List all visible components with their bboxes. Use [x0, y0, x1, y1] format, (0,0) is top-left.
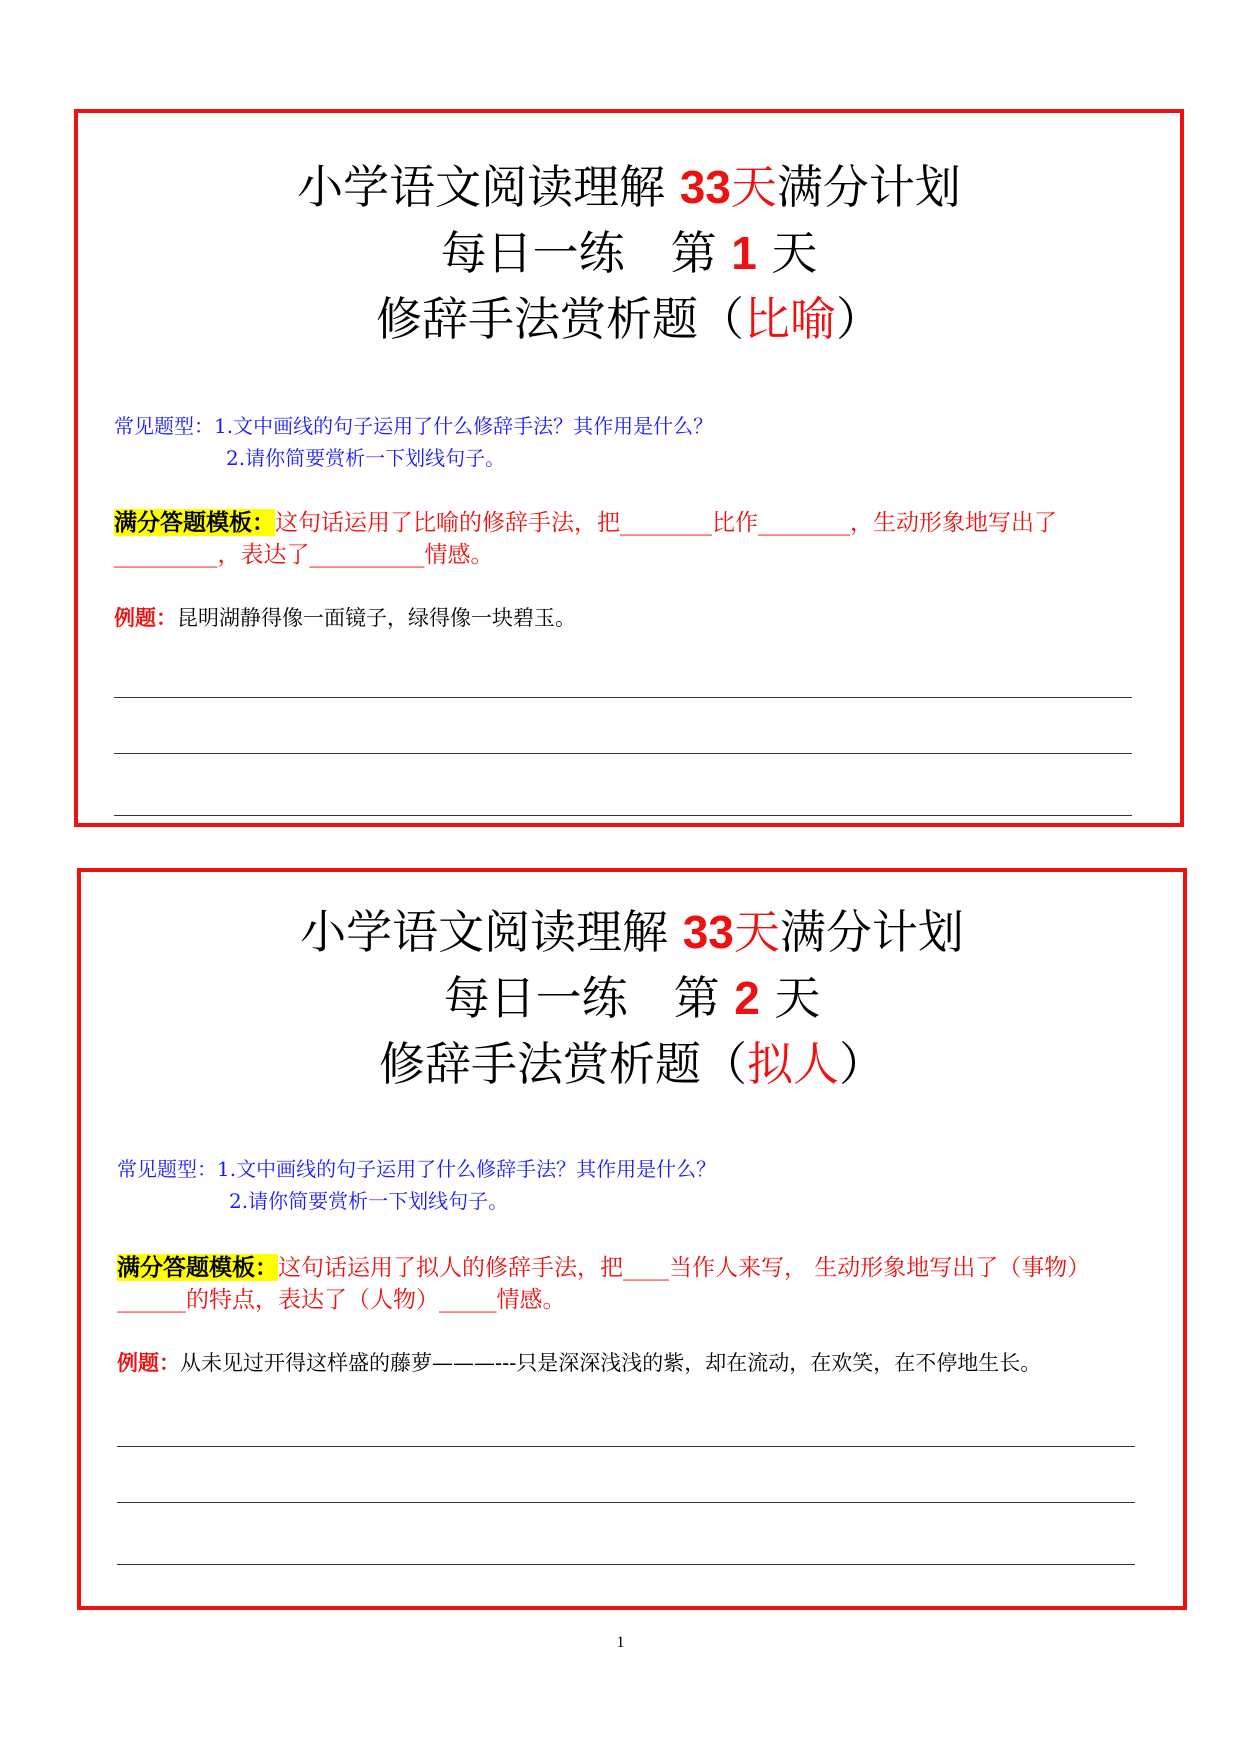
example-text: 昆明湖静得像一面镜子，绿得像一块碧玉。 [177, 606, 576, 630]
subtitle-prefix: 每日一练 第 [440, 226, 717, 280]
title-suffix: 满分计划 [776, 160, 961, 214]
template-text: 这句话运用了比喻的修辞手法，把________比作________，生动形象地写出了_________，表达了__________情感。 [114, 510, 1057, 568]
question-type-2: 2.请你简要赏析一下划线句子。 [229, 1189, 509, 1213]
subtitle-prefix: 每日一练 第 [443, 971, 720, 1025]
card-topic [78, 291, 1180, 347]
card-topic [81, 1036, 1183, 1092]
topic-suffix: ） [839, 1037, 885, 1091]
example-text: 从未见过开得这样盛的藤萝———---只是深深浅浅的紫，却在流动，在欢笑，在不停地生长。 [180, 1351, 1042, 1375]
answer-template [114, 507, 1128, 571]
title-main: 小学语文阅读理解 [300, 905, 669, 959]
title-main: 小学语文阅读理解 [297, 160, 666, 214]
topic-name: 比喻 [744, 292, 836, 346]
title-days-number: 33 [679, 161, 731, 213]
question-types-line-1 [117, 1154, 716, 1184]
subtitle-suffix: 天 [771, 226, 818, 280]
example-label: 例题： [117, 1350, 180, 1375]
topic-prefix: 修辞手法赏析题（ [379, 1037, 747, 1091]
question-types-label: 常见题型： [114, 414, 214, 438]
question-types-line-2 [114, 443, 505, 473]
title-days-number: 33 [682, 906, 734, 958]
question-type-2: 2.请你简要赏析一下划线句子。 [226, 446, 506, 470]
title-suffix: 满分计划 [779, 905, 964, 959]
subtitle-day-number: 1 [731, 227, 757, 279]
answer-line [117, 1446, 1135, 1447]
title-days-unit: 天 [733, 905, 780, 959]
question-type-1: 1.文中画线的句子运用了什么修辞手法？其作用是什么？ [217, 1157, 717, 1181]
topic-prefix: 修辞手法赏析题（ [376, 292, 744, 346]
answer-line [117, 1564, 1135, 1565]
topic-name: 拟人 [747, 1037, 839, 1091]
question-types-line-2 [117, 1186, 508, 1216]
answer-line [114, 815, 1132, 816]
subtitle-day-number: 2 [734, 972, 760, 1024]
answer-line [117, 1502, 1135, 1503]
answer-line [114, 753, 1132, 754]
subtitle-suffix: 天 [774, 971, 821, 1025]
card-title [81, 904, 1183, 960]
example-label: 例题： [114, 605, 177, 630]
example-sentence [117, 1348, 1041, 1378]
template-text: 这句话运用了拟人的修辞手法，把____当作人来写， 生动形象地写出了（事物）______的特点，表达了（人物）_____情感。 [117, 1255, 1091, 1313]
practice-card-day-2 [77, 868, 1187, 1610]
card-subtitle [81, 970, 1183, 1026]
question-types-line-1 [114, 411, 713, 441]
topic-suffix: ） [836, 292, 882, 346]
question-types-label: 常见题型： [117, 1157, 217, 1181]
title-days-unit: 天 [730, 160, 777, 214]
question-type-1: 1.文中画线的句子运用了什么修辞手法？其作用是什么？ [214, 414, 714, 438]
card-subtitle [78, 225, 1180, 281]
answer-template [117, 1252, 1131, 1316]
example-sentence [114, 603, 576, 633]
template-label: 满分答题模板： [114, 509, 275, 536]
template-label: 满分答题模板： [117, 1254, 278, 1281]
card-title [78, 159, 1180, 215]
page-number: 1 [616, 1634, 625, 1651]
practice-card-day-1 [74, 109, 1184, 827]
answer-line [114, 697, 1132, 698]
